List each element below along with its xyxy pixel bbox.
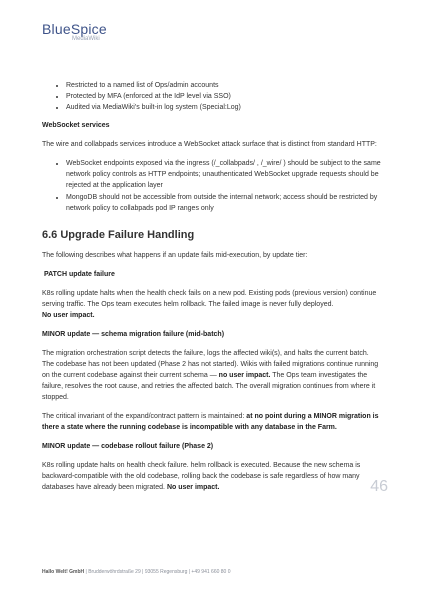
invariant-bold: at no point during a MINOR migration is there a state where the running codebase is incompatible with any database in the Farm. [42, 413, 379, 431]
logo-sub: MediaWiki [72, 36, 100, 42]
websocket-bullet-list [42, 158, 382, 214]
list-item: • Audited via MediaWiki's built-in log system (Special:Log) [66, 102, 382, 113]
minor-schema-text-after: The Ops team investigates the failure, resolves the root cause, and retries the affected batch. The overall migration continues from where it stopped. [42, 372, 376, 401]
page-content [42, 80, 382, 501]
minor-schema-text-before: The migration orchestration script detects the failure, logs the affected wiki(s), and halts the current batch. The codebase has not been updated (Phase 2 has not started). Wikis with failed migrations continue running on the current codebase against their current schema — [42, 350, 379, 379]
patch-heading-text: PATCH update failure [43, 271, 115, 278]
websocket-intro: The wire and collabpads services introduce a WebSocket attack surface that is distinct from standard HTTP: [42, 141, 377, 148]
invariant-text: The critical invariant of the expand/contract pattern is maintained: [42, 413, 245, 420]
patch-bold: No user impact. [42, 312, 95, 319]
footer [42, 569, 231, 575]
patch-heading [42, 269, 382, 280]
section-intro: The following describes what happens if an update fails mid-execution, by update tier: [42, 252, 308, 259]
minor-codebase-heading: MINOR update — codebase rollout failure (Phase 2) [42, 443, 214, 450]
minor-codebase-bold: No user impact. [166, 484, 220, 491]
logo [42, 22, 107, 43]
footer-address: | Brudderwöhrdstraße 29 | 93055 Regensburg | +49 941 660 80 0 [84, 569, 231, 575]
footer-company: Hallo Welt! GmbH [42, 569, 85, 575]
minor-codebase-text: K8s rolling update halts on health check failure. helm rollback is executed. Because the new schema is backward-compatible with the old codebase, rolling back the codebase is safe regardless of how many databases have already been migrated. [42, 462, 361, 491]
list-item: • WebSocket endpoints exposed via the ingress (/_collabpads/ , /_wire/ ) should be subject to the same network policy controls as HTTP endpoints; unauthenticated WebSocket upgrade requests should be rejected at the application layer [66, 158, 382, 191]
patch-paragraph [42, 288, 382, 321]
page-number: 46 [370, 478, 388, 495]
list-item: • MongoDB should not be accessible from outside the internal network; access should be restricted by network policy to collabpads pod IP ranges only [66, 192, 382, 214]
logo-brand: BlueSpice [42, 21, 107, 37]
minor-schema-bold: no user impact. [218, 372, 271, 379]
minor-schema-heading: MINOR update — schema migration failure (mid-batch) [42, 331, 225, 338]
invariant-paragraph [42, 411, 382, 433]
minor-codebase-paragraph [42, 460, 382, 493]
section-title: 6.6 Upgrade Failure Handling [42, 229, 195, 241]
minor-schema-paragraph [42, 348, 382, 403]
websocket-heading: WebSocket services [42, 122, 110, 129]
patch-text: K8s rolling update halts when the health check fails on a new pod. Existing pods (previous version) continue serving traffic. The Ops team executes helm rollback. The failed image is never fully deployed. [42, 290, 377, 308]
list-item: • Protected by MFA (enforced at the IdP level via SSO) [66, 91, 382, 102]
access-bullet-list [42, 80, 382, 113]
list-item: • Restricted to a named list of Ops/admin accounts [66, 80, 382, 91]
